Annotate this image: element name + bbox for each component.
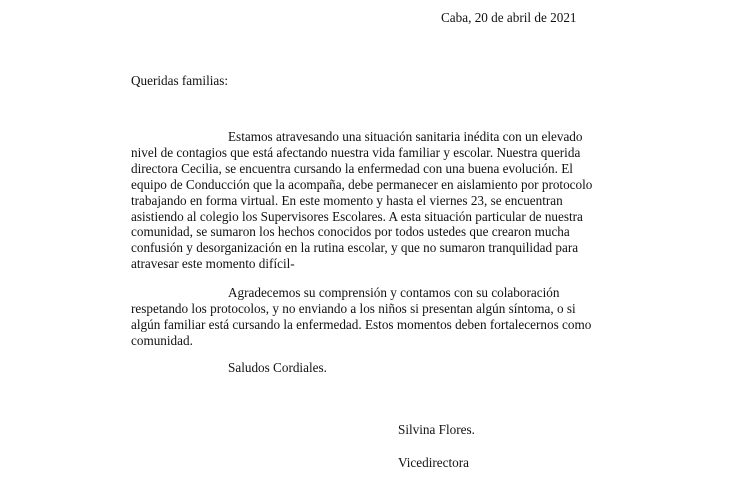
letter-closing: Saludos Cordiales. <box>228 360 327 375</box>
letter-paragraph-1 <box>131 129 601 272</box>
paragraph-line: trabajando en forma virtual. En este momento y hasta el viernes 23, se encuentran <box>131 192 563 208</box>
letter-date: Caba, 20 de abril de 2021 <box>441 10 577 25</box>
signature-title: Vicedirectora <box>398 455 469 470</box>
paragraph-line: respetando los protocolos, y no enviando a los niños si presentan algún síntoma, o si <box>131 300 576 316</box>
paragraph-line: algún familiar está cursando la enfermedad. Estos momentos deben fortalecernos como <box>131 316 592 332</box>
paragraph-line: atravesar este momento difícil- <box>131 256 295 272</box>
letter-paragraph-2 <box>131 285 601 349</box>
letter-greeting: Queridas familias: <box>131 73 229 88</box>
paragraph-line: nivel de contagios que está afectando nuestra vida familiar y escolar. Nuestra querida <box>131 144 581 160</box>
paragraph-line: confusión y desorganización en la rutina escolar, y que no sumaron tranquilidad para <box>131 240 579 256</box>
paragraph-line: comunidad, se sumaron los hechos conocidos por todos ustedes que crearon mucha <box>131 224 570 240</box>
paragraph-line: equipo de Conducción que la acompaña, debe permanecer en aislamiento por protocolo <box>131 176 593 192</box>
paragraph-line: comunidad. <box>131 332 193 348</box>
paragraph-line: asistiendo al colegio los Supervisores Escolares. A esta situación particular de nuestra <box>131 208 583 224</box>
paragraph-line: Estamos atravesando una situación sanitaria inédita con un elevado <box>228 129 583 144</box>
signature-name: Silvina Flores. <box>398 422 475 437</box>
paragraph-line: directora Cecilia, se encuentra cursando la enfermedad con una buena evolución. El <box>131 160 573 176</box>
paragraph-line: Agradecemos su comprensión y contamos con su colaboración <box>228 285 560 300</box>
